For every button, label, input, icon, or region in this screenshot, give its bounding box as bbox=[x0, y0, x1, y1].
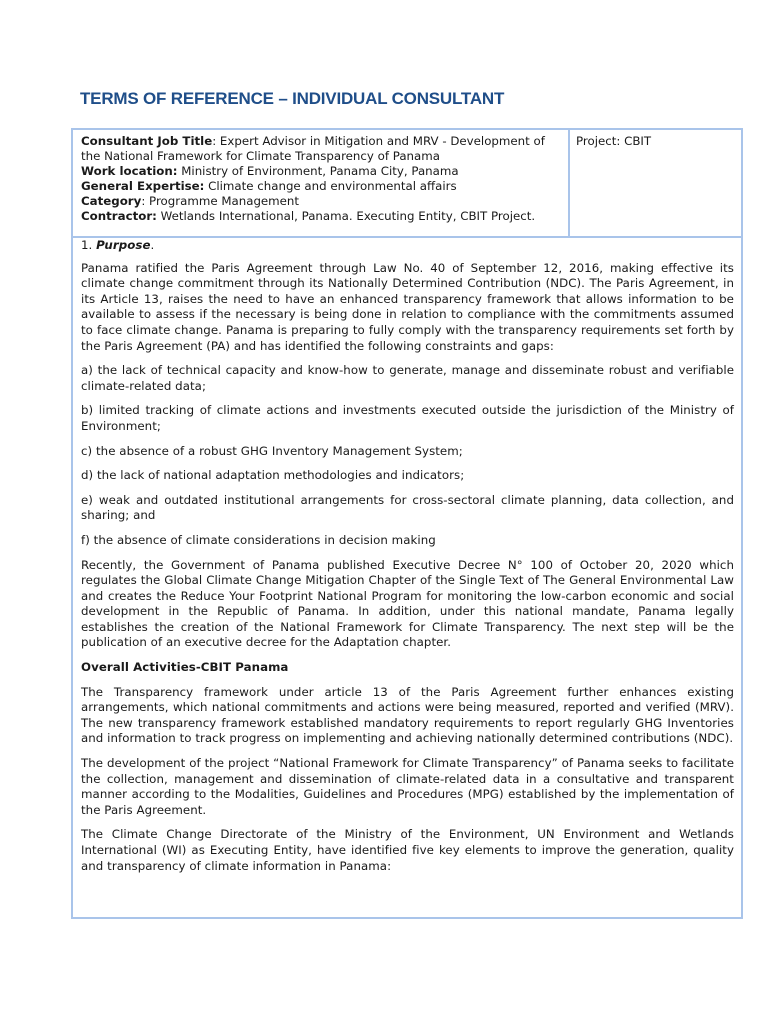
contractor-value: Wetlands International, Panama. Executing Entity, CBIT Project. bbox=[156, 209, 536, 223]
general-expertise-label: General Expertise: bbox=[81, 179, 205, 193]
paragraph-framework: The Transparency framework under article 13 of the Paris Agreement further enhances existing arrangements, which national commitments and actions were being measured, reported and verified (MRV). The new transparency framework established mandatory requirements to report regularly GHG Inventories and information to track progress on implementing and achieving nationally determined contributions (NDC). bbox=[81, 684, 734, 746]
job-title-label: Consultant Job Title bbox=[81, 134, 213, 148]
category-label: Category bbox=[81, 194, 142, 208]
paragraph-development: The development of the project “National Framework for Climate Transparency” of Panama seeks to facilitate the collection, management and dissemination of climate-related data in a consultative and transparent manner according to the Modalities, Guidelines and Procedures (MPG) established by the implementation of the Paris Agreement. bbox=[81, 756, 734, 817]
column-divider bbox=[568, 130, 570, 236]
consultant-details bbox=[81, 134, 565, 224]
gap-item-a: a) the lack of technical capacity and know-how to generate, manage and disseminate robust and verifiable climate-related data; bbox=[81, 363, 734, 393]
work-location-value: Ministry of Environment, Panama City, Panama bbox=[177, 164, 459, 178]
contractor-line bbox=[81, 209, 565, 224]
purpose-label: Purpose bbox=[96, 238, 151, 252]
paragraph-intro: Panama ratified the Paris Agreement through Law No. 40 of September 12, 2016, making effective its climate change commitment through its Nationally Determined Contribution (NDC). The Paris Agreement, in its Article 13, raises the need to have an enhanced transparency framework that allows information to be available to assess if the necessary is being done in relation to compliance with the commitments assumed to face climate change. Panama is preparing to fully comply with the transparency requirements set forth by the Paris Agreement (PA) and has identified the following constraints and gaps: bbox=[81, 260, 734, 353]
overall-activities-heading: Overall Activities-CBIT Panama bbox=[81, 660, 289, 675]
job-title-value-cont: the National Framework for Climate Transparency of Panama bbox=[81, 149, 440, 163]
gap-item-c: c) the absence of a robust GHG Inventory Management System; bbox=[81, 443, 463, 458]
body-content bbox=[81, 238, 734, 883]
general-expertise-line bbox=[81, 179, 565, 194]
purpose-number: 1. bbox=[81, 238, 97, 252]
document-title: TERMS OF REFERENCE – INDIVIDUAL CONSULTANT bbox=[80, 89, 505, 108]
paragraph-directorate: The Climate Change Directorate of the Ministry of the Environment, UN Environment and Wetlands International (WI) as Executing Entity, have identified five key elements to improve the generation, quality and transparency of climate information in Panama: bbox=[81, 827, 734, 873]
purpose-dot: . bbox=[150, 238, 155, 252]
work-location-label: Work location: bbox=[81, 164, 178, 178]
work-location-line bbox=[81, 164, 565, 179]
category-line bbox=[81, 194, 565, 209]
general-expertise-value: Climate change and environmental affairs bbox=[204, 179, 457, 193]
job-title-value: : Expert Advisor in Mitigation and MRV - Development of bbox=[212, 134, 545, 148]
job-title-line-cont bbox=[81, 149, 565, 164]
gap-item-d: d) the lack of national adaptation methodologies and indicators; bbox=[81, 468, 465, 483]
paragraph-decree: Recently, the Government of Panama published Executive Decree N° 100 of October 20, 2020 which regulates the Global Climate Change Mitigation Chapter of the Single Text of The General Environmental Law and creates the Reduce Your Footprint National Program for monitoring the low-carbon economic and social development in the Republic of Panama. In addition, under this national mandate, Panama legally establishes the creation of the National Framework for Climate Transparency. The next step will be the publication of an executive decree for the Adaptation chapter. bbox=[81, 557, 734, 650]
project-cell: Project: CBIT bbox=[576, 134, 652, 148]
terms-table bbox=[71, 128, 743, 919]
gap-item-b: b) limited tracking of climate actions and investments executed outside the jurisdiction of the Ministry of Environment; bbox=[81, 403, 734, 433]
contractor-label: Contractor: bbox=[81, 209, 157, 223]
category-value: : Programme Management bbox=[141, 194, 300, 208]
header-row bbox=[73, 130, 741, 238]
job-title-line bbox=[81, 134, 565, 149]
gap-item-e: e) weak and outdated institutional arrangements for cross-sectoral climate planning, data collection, and sharing; and bbox=[81, 492, 734, 523]
purpose-heading bbox=[81, 238, 734, 254]
gap-item-f: f) the absence of climate considerations in decision making bbox=[81, 532, 436, 547]
